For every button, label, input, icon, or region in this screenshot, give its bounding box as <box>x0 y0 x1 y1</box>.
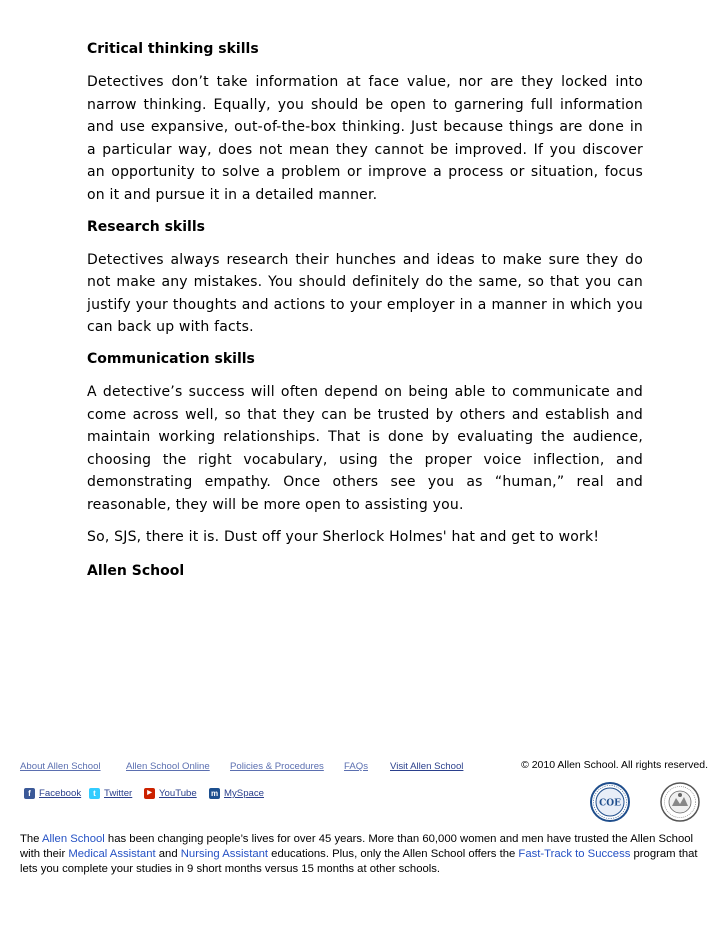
facebook-link-wrap[interactable] <box>24 788 81 799</box>
copyright: © 2010 Allen School. All rights reserved. <box>521 759 708 771</box>
allen-school-highlight: Allen School <box>41 833 105 845</box>
coe-seal-text: COE <box>599 798 621 809</box>
article-body <box>87 38 643 583</box>
school-blurb <box>20 832 710 876</box>
myspace-icon: m <box>210 789 219 798</box>
blurb-text: and <box>155 847 181 860</box>
signature: Allen School <box>87 563 185 580</box>
visit-allen-school-link[interactable]: Visit Allen School <box>390 761 464 772</box>
facebook-link[interactable]: Facebook <box>39 788 82 799</box>
facebook-icon: f <box>24 788 35 799</box>
section-body-research: Detectives always research their hunches and ideas to make sure they do not make any mistakes. You should definitely do the same, so that you can justify your thoughts and actions to your employer in a manner in which you can back up with facts. <box>87 251 643 336</box>
policies-procedures-link[interactable]: Policies & Procedures <box>230 761 324 772</box>
allen-school-online-link[interactable]: Allen School Online <box>126 761 210 772</box>
section-heading-communication: Communication skills <box>87 350 255 367</box>
myspace-link-wrap[interactable] <box>209 788 264 799</box>
section-body-critical-thinking: Detectives don’t take information at face value, nor are they locked into narrow thinking. Equally, you should be open to garnering full information and use expansive, out-of-the-box thinking. Just because things are done in a particular way, does not mean they cannot be improved. If you discover an opportunity to solve a problem or improve a process or situation, focus on it and pursue it in a detailed manner. <box>87 74 643 203</box>
state-seal-icon <box>660 782 700 822</box>
nursing-assistant-highlight: Nursing Assistant <box>180 847 269 860</box>
faqs-link[interactable]: FAQs <box>344 761 368 772</box>
coe-seal-icon <box>590 782 630 822</box>
blurb-text: program that lets you complete your studies in 9 short months versus 15 months at other schools. <box>20 847 698 875</box>
blurb-text: has been changing people’s lives for over 45 years. More than 60,000 women and men have trusted the Allen School with their <box>20 833 694 860</box>
myspace-link[interactable]: MySpace <box>224 788 264 799</box>
about-allen-school-link[interactable]: About Allen School <box>20 761 101 772</box>
footer <box>0 752 728 808</box>
youtube-icon: ▶ <box>144 788 155 799</box>
youtube-link[interactable]: YouTube <box>159 788 197 799</box>
twitter-link[interactable]: Twitter <box>104 788 133 799</box>
footer-nav <box>0 752 728 776</box>
closing-line: So, SJS, there it is. Dust off your Sherlock Holmes' hat and get to work! <box>87 528 600 545</box>
youtube-link-wrap[interactable] <box>144 788 197 799</box>
medical-assistant-highlight: Medical Assistant <box>68 847 156 860</box>
fast-track-highlight: Fast-Track to Success <box>518 847 631 860</box>
section-body-communication: A detective’s success will often depend on being able to communicate and come across well, so that they can be trusted by others and establish and maintain working relationships. That is done by evaluating the audience, choosing the right vocabulary, using the proper voice inflection, and demonstrating empathy. Once others see you as “human,” real and reasonable, they will be more open to assisting you. <box>87 383 643 513</box>
twitter-link-wrap[interactable] <box>89 788 132 799</box>
twitter-icon: t <box>89 788 100 799</box>
blurb-text: The <box>20 833 42 845</box>
blurb-text: educations. Plus, only the Allen School offers the <box>268 847 519 860</box>
accreditation-seals <box>590 782 710 826</box>
section-heading-research: Research skills <box>87 218 205 235</box>
section-heading-critical-thinking: Critical thinking skills <box>87 41 259 57</box>
